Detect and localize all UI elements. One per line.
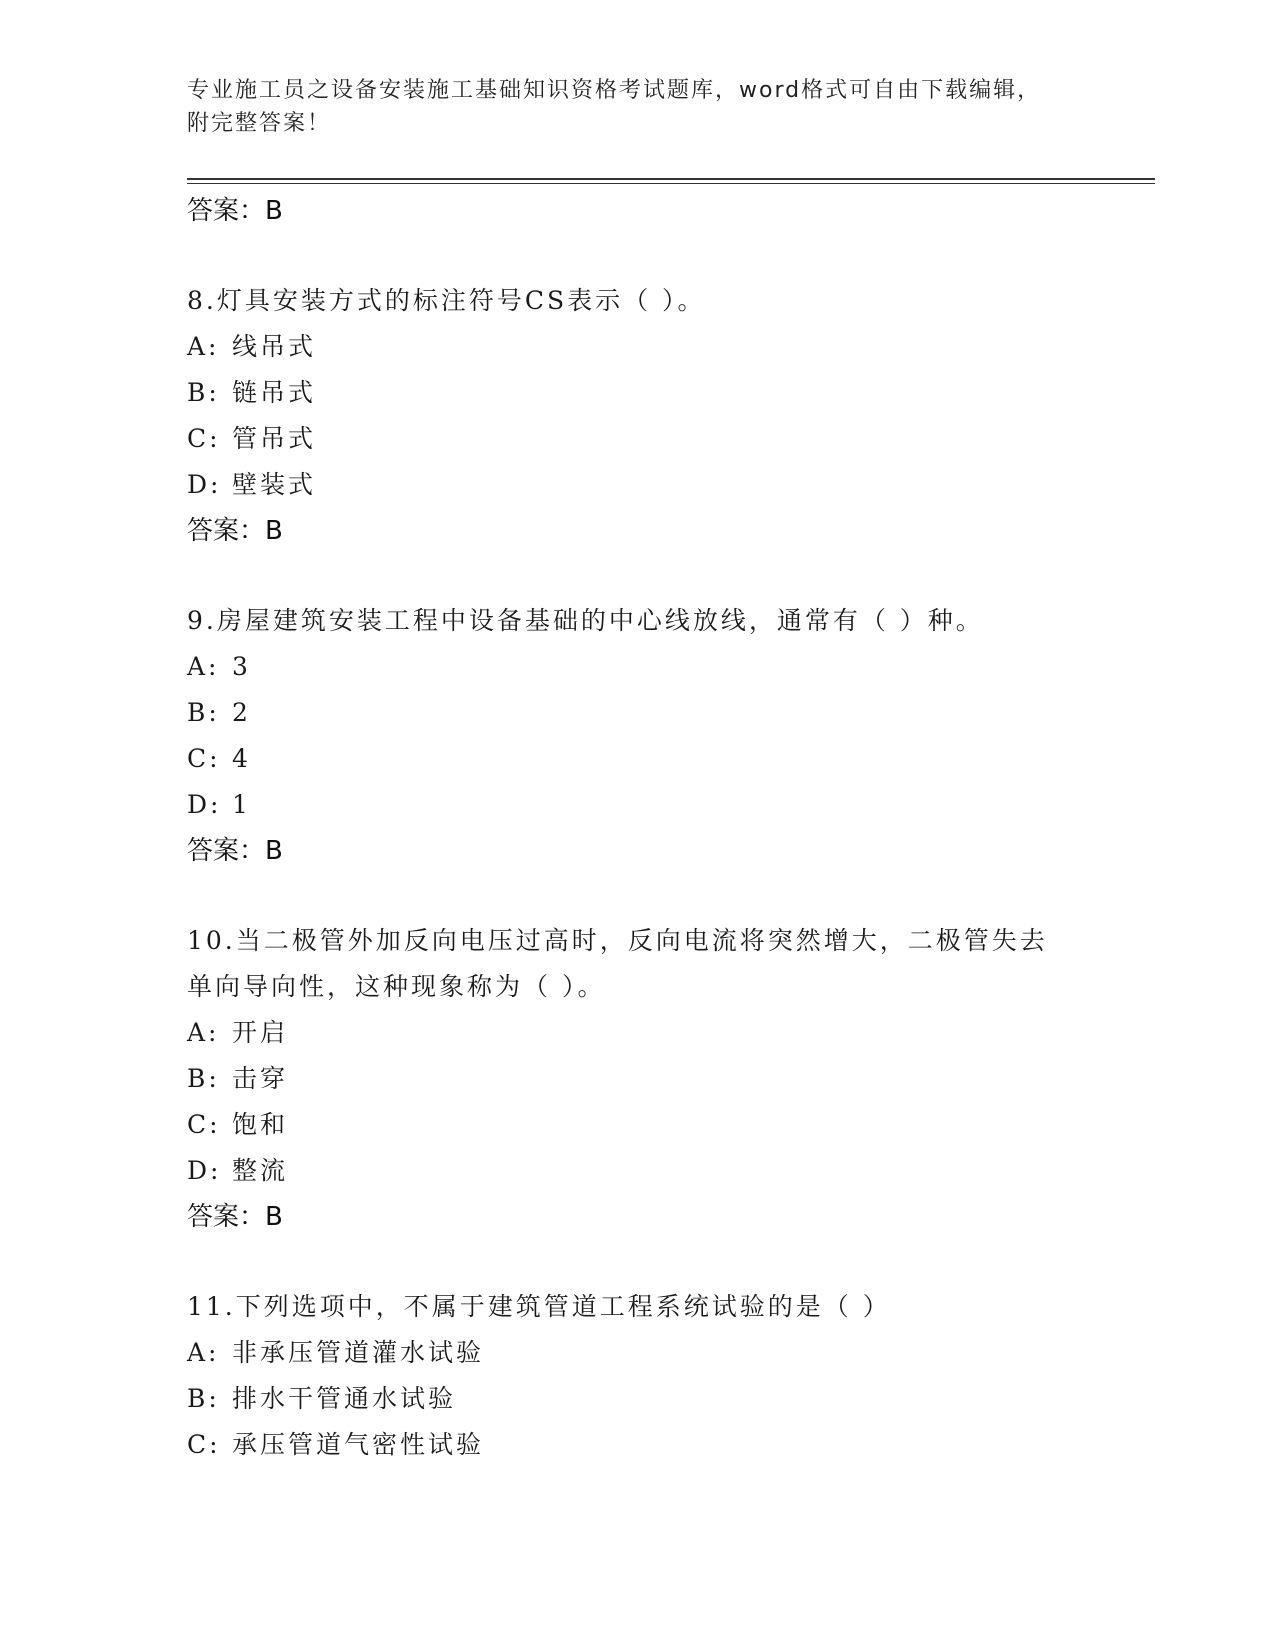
- option-text: 1: [232, 790, 251, 819]
- question-text: 9.房屋建筑安装工程中设备基础的中心线放线，通常有（ ）种。: [187, 606, 984, 635]
- option-key: D:: [187, 790, 222, 819]
- option-text: 整流: [232, 1156, 289, 1185]
- option-c: [187, 736, 1137, 782]
- option-text: 壁装式: [232, 470, 317, 499]
- option-text: 2: [232, 698, 251, 727]
- option-text: 排水干管通水试验: [232, 1384, 457, 1413]
- document-header: [187, 74, 1087, 140]
- option-b: [187, 690, 1137, 736]
- option-key: B:: [187, 698, 220, 727]
- question-block: [187, 918, 1137, 1240]
- option-text: 线吊式: [232, 332, 317, 361]
- question-text: 10.当二极管外加反向电压过高时，反向电流将突然增大，二极管失去: [187, 926, 1048, 955]
- option-text: 链吊式: [232, 378, 317, 407]
- option-key: D:: [187, 470, 222, 499]
- question-block: [187, 1284, 1137, 1468]
- option-key: B:: [187, 378, 220, 407]
- option-a: [187, 324, 1137, 370]
- option-d: [187, 1148, 1137, 1194]
- answer-line: 答案：B: [187, 1202, 283, 1232]
- option-d: [187, 462, 1137, 508]
- header-line-1: 专业施工员之设备安装施工基础知识资格考试题库，word格式可自由下载编辑，: [187, 78, 1042, 103]
- header-divider-thick: [187, 178, 1155, 180]
- header-line-2: 附完整答案！: [187, 111, 332, 136]
- answer-line: 答案：B: [187, 516, 283, 546]
- option-text: 饱和: [232, 1110, 289, 1139]
- option-text: 击穿: [232, 1064, 289, 1093]
- answer-line: 答案：B: [187, 836, 283, 866]
- question-block: [187, 278, 1137, 554]
- option-key: C:: [187, 744, 221, 773]
- question-block: [187, 598, 1137, 874]
- option-d: [187, 782, 1137, 828]
- question-text: 8.灯具安装方式的标注符号CS表示（ ）。: [187, 286, 706, 315]
- option-a: [187, 644, 1137, 690]
- option-text: 3: [232, 652, 251, 681]
- option-a: [187, 1010, 1137, 1056]
- option-text: 管吊式: [232, 424, 317, 453]
- option-b: [187, 1376, 1137, 1422]
- option-c: [187, 1422, 1137, 1468]
- question-list: [187, 188, 1137, 1468]
- question-text-continued: 单向导向性，这种现象称为（ ）。: [187, 972, 606, 1001]
- option-b: [187, 370, 1137, 416]
- option-key: A:: [187, 1018, 220, 1047]
- option-key: A:: [187, 332, 220, 361]
- option-text: 承压管道气密性试验: [232, 1430, 485, 1459]
- option-text: 非承压管道灌水试验: [232, 1338, 485, 1367]
- option-key: D:: [187, 1156, 222, 1185]
- option-text: 4: [232, 744, 251, 773]
- option-key: C:: [187, 1110, 221, 1139]
- header-divider-thin: [187, 183, 1155, 184]
- option-c: [187, 1102, 1137, 1148]
- option-key: B:: [187, 1384, 220, 1413]
- option-key: C:: [187, 1430, 221, 1459]
- option-key: B:: [187, 1064, 220, 1093]
- option-a: [187, 1330, 1137, 1376]
- question-text: 11.下列选项中，不属于建筑管道工程系统试验的是（ ）: [187, 1292, 891, 1321]
- option-key: A:: [187, 652, 220, 681]
- option-c: [187, 416, 1137, 462]
- option-text: 开启: [232, 1018, 289, 1047]
- option-key: C:: [187, 424, 221, 453]
- answer-line: 答案：B: [187, 196, 283, 226]
- option-b: [187, 1056, 1137, 1102]
- option-key: A:: [187, 1338, 220, 1367]
